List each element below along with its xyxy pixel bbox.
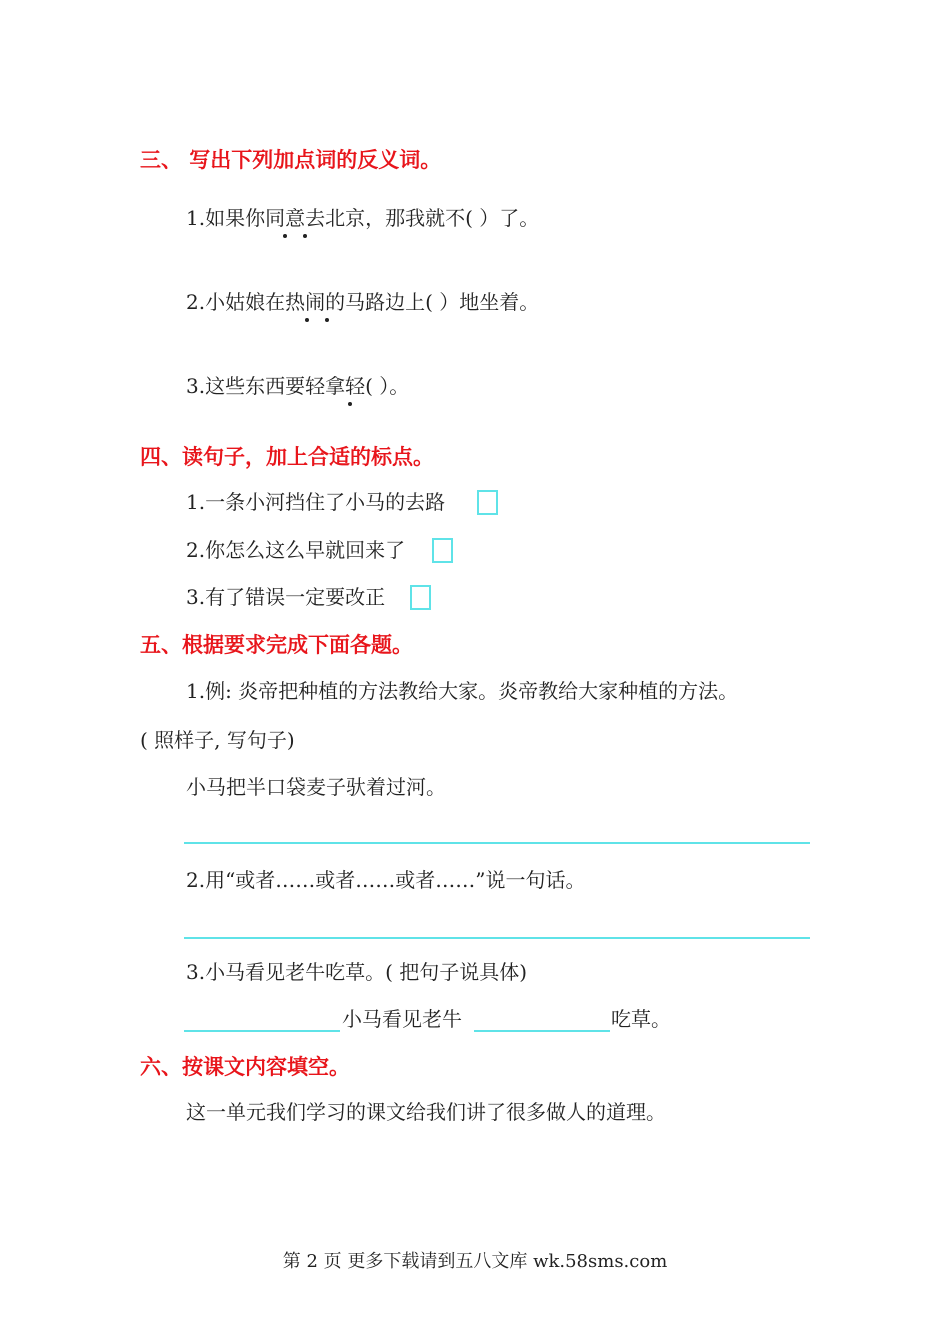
answer-line[interactable] (474, 1030, 610, 1032)
section-3-item-1: 1.如果你同意去北京，那我就不( ）了。 (186, 206, 540, 230)
section-4-item-1: 1.一条小河挡住了小马的去路 (186, 490, 446, 514)
section-5-q3: 3.小马看见老牛吃草。( 把句子说具体) (186, 960, 528, 984)
emphasis-dot (305, 318, 309, 322)
section-5-q1-prompt: 小马把半口袋麦子驮着过河。 (186, 775, 446, 799)
answer-line[interactable] (184, 937, 810, 939)
section-3-heading: 三、 写出下列加点词的反义词。 (140, 148, 442, 172)
section-4-heading: 四、读句子，加上合适的标点。 (140, 445, 434, 469)
section-5-q3-middle: 小马看见老牛 (342, 1007, 462, 1031)
emphasis-dot (348, 402, 352, 406)
answer-line[interactable] (184, 842, 810, 844)
emphasis-dot (325, 318, 329, 322)
emphasis-dot (283, 234, 287, 238)
section-5-q1-instruction: ( 照样子, 写句子) (140, 728, 295, 752)
section-3-item-2: 2.小姑娘在热闹的马路边上( ）地坐着。 (186, 290, 540, 314)
section-5-q3-end: 吃草。 (611, 1007, 671, 1031)
section-4-item-3: 3.有了错误一定要改正 (186, 585, 386, 609)
emphasis-dot (303, 234, 307, 238)
answer-line[interactable] (184, 1030, 340, 1032)
punctuation-answer-box[interactable] (477, 490, 498, 515)
section-5-q1-example: 1.例: 炎帝把种植的方法教给大家。炎帝教给大家种植的方法。 (186, 679, 739, 703)
punctuation-answer-box[interactable] (410, 585, 431, 610)
section-5-heading: 五、根据要求完成下面各题。 (140, 633, 413, 657)
section-4-item-2: 2.你怎么这么早就回来了 (186, 538, 406, 562)
section-6-text: 这一单元我们学习的课文给我们讲了很多做人的道理。 (186, 1100, 666, 1124)
page-footer: 第 2 页 更多下载请到五八文库 wk.58sms.com (282, 1251, 668, 1272)
section-3-item-3: 3.这些东西要轻拿轻( ）。 (186, 374, 410, 398)
section-6-heading: 六、按课文内容填空。 (140, 1055, 350, 1079)
punctuation-answer-box[interactable] (432, 538, 453, 563)
section-5-q2: 2.用“或者……或者……或者……”说一句话。 (186, 868, 586, 892)
